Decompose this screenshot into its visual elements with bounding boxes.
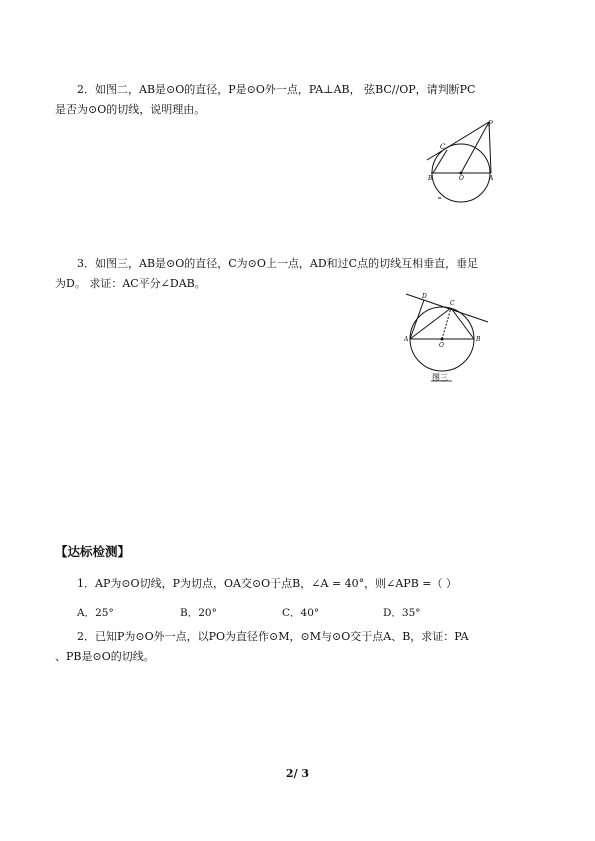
fig2-tangent-pc [427, 122, 489, 160]
fig3-label-o: O [439, 342, 444, 349]
fig3-caption: 图三 [432, 373, 448, 382]
q2-line1: 2．已知P为⊙O外一点，以PO为直径作⊙M，⊙M与⊙O交于点A、B，求证：PA [77, 630, 469, 643]
fig3-line-oc [442, 308, 451, 339]
fig3-line-ac [410, 308, 451, 339]
fig2-label-p: P [488, 120, 493, 128]
fig2-label-c: C [440, 143, 446, 151]
figure-3-diagram [400, 290, 492, 382]
q1-option-d: D．35° [383, 607, 421, 619]
fig2-label-a: A [489, 175, 494, 182]
fig3-center-dot [441, 338, 444, 341]
problem2-line1: 2．如图二，AB是⊙O的直径，P是⊙O外一点，PA⊥AB， 弦BC//OP，请判断PC [77, 83, 476, 96]
fig2-label-b: B [428, 175, 433, 182]
fig3-label-a: A [404, 336, 409, 343]
problem3-line2: 为D。 求证：AC平分∠DAB。 [55, 277, 206, 290]
fig3-label-d: D [422, 293, 427, 300]
q1-option-a: A．25° [77, 607, 114, 619]
fig3-label-b: B [476, 336, 481, 343]
fig3-label-c: C [450, 300, 455, 307]
section-title: 【达标检测】 [55, 544, 131, 559]
fig2-label-o: O [459, 175, 464, 182]
problem3-line1: 3．如图三，AB是⊙O的直径，C为⊙O上一点，AD和过C点的切线互相垂直，垂足 [77, 257, 479, 270]
q1-option-c: C．40° [282, 607, 320, 619]
page-number: 2/ 3 [285, 767, 310, 780]
fig2-line-po [461, 122, 489, 173]
q1-text: 1．AP为⊙O切线，P为切点，OA交⊙O于点B，∠A = 40°，则∠APB =（ ） [77, 577, 457, 590]
figure-2-diagram [425, 118, 500, 208]
q1-option-b: B．20° [180, 607, 217, 619]
q2-line2: 、PB是⊙O的切线。 [55, 650, 155, 663]
problem2-line2: 是否为⊙O的切线，说明理由。 [55, 103, 206, 116]
